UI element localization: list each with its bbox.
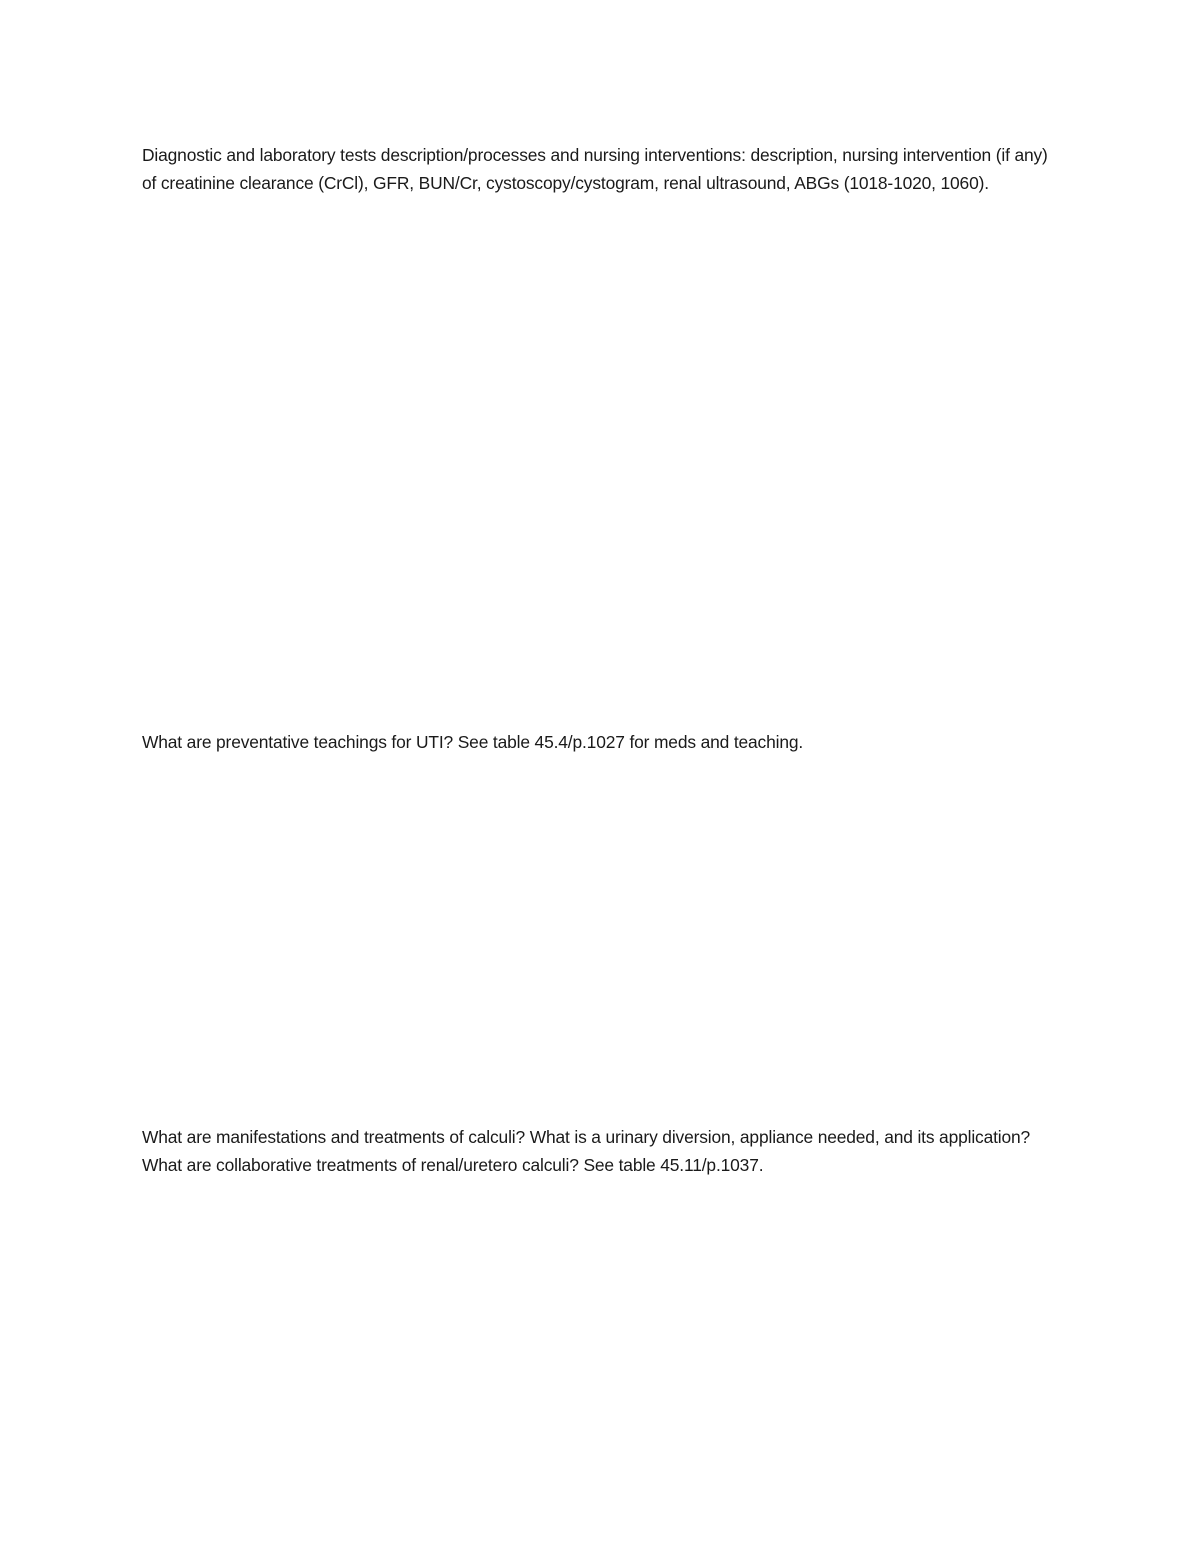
question-calculi: What are manifestations and treatments of calculi? What is a urinary diversion, appliance needed, and its application? What are collaborative treatments of renal/uretero calculi? See table 45.11/p.1037. — [142, 1127, 1031, 1175]
question-diagnostic-tests: Diagnostic and laboratory tests description/processes and nursing interventions: description, nursing intervention (if any) of creatinine clearance (CrCl), GFR, BUN/Cr, cystoscopy/cystogram, renal ultrasound, ABGs (1018-1020, 1060). — [142, 145, 1048, 193]
question-uti-teaching: What are preventative teachings for UTI? See table 45.4/p.1027 for meds and teaching. — [142, 732, 804, 752]
